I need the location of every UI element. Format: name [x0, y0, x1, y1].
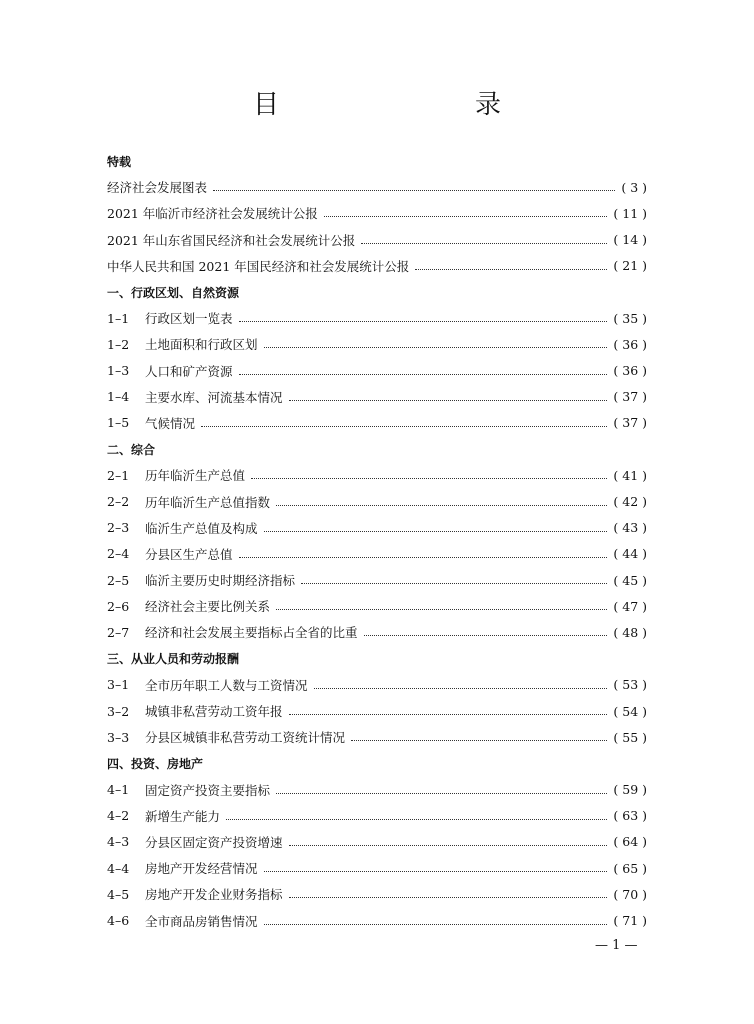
toc-entry-number: 4–6: [107, 913, 130, 929]
toc-entry-number: 1–4: [107, 389, 130, 405]
toc-entry-label: 城镇非私营劳动工资年报: [145, 704, 283, 720]
toc-entry-page: ( 11 ): [613, 205, 647, 221]
toc-entry-page: ( 21 ): [613, 258, 647, 274]
toc-entry[interactable]: [107, 724, 647, 750]
dot-leader: [213, 189, 615, 191]
dot-leader: [324, 215, 608, 217]
toc-entry-number: 2–7: [107, 624, 130, 640]
toc-entry-label: 临沂生产总值及构成: [145, 520, 258, 536]
toc-entry-page: ( 37 ): [613, 415, 647, 431]
toc-entry[interactable]: [107, 567, 647, 593]
dot-leader: [289, 713, 608, 715]
toc-entry-page: ( 36 ): [613, 336, 647, 352]
toc-section-heading: 一、行政区划、自然资源: [107, 285, 240, 300]
toc-entry[interactable]: [107, 698, 647, 724]
toc-entry-label: 历年临沂生产总值: [145, 468, 246, 484]
toc-entry-label: 经济和社会发展主要指标占全省的比重: [145, 625, 358, 641]
toc-entry-number: 1–1: [107, 310, 130, 326]
dot-leader: [264, 870, 608, 872]
toc-entry-page: ( 14 ): [613, 232, 647, 248]
toc-entry-page: ( 43 ): [613, 520, 647, 536]
dot-leader: [239, 556, 608, 558]
toc-entry-number: 2–6: [107, 598, 130, 614]
toc-entry-label: 主要水库、河流基本情况: [145, 389, 283, 405]
toc-entry-page: ( 3 ): [621, 179, 647, 195]
toc-entry-label: 气候情况: [145, 415, 196, 431]
toc-entry-page: ( 54 ): [613, 703, 647, 719]
toc-entry-number: 3–3: [107, 729, 130, 745]
toc-entry-label: 中华人民共和国 2021 年国民经济和社会发展统计公报: [107, 258, 410, 274]
toc-entry-number: 3–2: [107, 703, 130, 719]
toc-entry-label: 全市历年职工人数与工资情况: [145, 677, 308, 693]
toc-section-heading: 特载: [107, 154, 132, 169]
toc-entry-label: 经济社会发展图表: [107, 180, 208, 196]
toc-entry-label: 行政区划一览表: [145, 311, 233, 327]
page-number: — 1 —: [595, 938, 638, 953]
toc-entry[interactable]: [107, 227, 647, 253]
toc-entry[interactable]: [107, 174, 647, 200]
toc-entry-page: ( 45 ): [613, 572, 647, 588]
toc-entry[interactable]: [107, 619, 647, 645]
toc-entry-page: ( 36 ): [613, 363, 647, 379]
dot-leader: [301, 582, 607, 584]
toc-entry-number: 1–5: [107, 415, 130, 431]
dot-leader: [289, 399, 608, 401]
dot-leader: [314, 687, 608, 689]
toc-section-heading: 四、投资、房地产: [107, 756, 204, 771]
dot-leader: [264, 923, 608, 925]
toc-entry-page: ( 71 ): [613, 913, 647, 929]
toc-entry-page: ( 64 ): [613, 834, 647, 850]
toc-section-heading: 三、从业人员和劳动报酬: [107, 652, 240, 667]
toc-entry-page: ( 44 ): [613, 546, 647, 562]
dot-leader: [226, 818, 607, 820]
dot-leader: [351, 739, 607, 741]
toc-entry-page: ( 63 ): [613, 808, 647, 824]
toc-entry[interactable]: [107, 881, 647, 907]
dot-leader: [264, 530, 608, 532]
toc-entry-number: 2–4: [107, 546, 130, 562]
dot-leader: [361, 242, 607, 244]
toc-entry-label: 2021 年临沂市经济社会发展统计公报: [107, 206, 318, 222]
toc-entry-number: 4–1: [107, 782, 130, 798]
toc-entry-number: 4–5: [107, 886, 130, 902]
dot-leader: [239, 320, 608, 322]
toc-entry-page: ( 59 ): [613, 782, 647, 798]
dot-leader: [276, 608, 607, 610]
toc-entry[interactable]: [107, 384, 647, 410]
table-of-contents: [107, 148, 647, 934]
toc-entry[interactable]: [107, 200, 647, 226]
toc-entry-label: 全市商品房销售情况: [145, 913, 258, 929]
dot-leader: [289, 896, 608, 898]
toc-entry-label: 临沂主要历史时期经济指标: [145, 573, 296, 589]
toc-entry-label: 分县区生产总值: [145, 546, 233, 562]
toc-entry-number: 2–2: [107, 494, 130, 510]
toc-entry-number: 1–2: [107, 336, 130, 352]
toc-entry-label: 历年临沂生产总值指数: [145, 494, 271, 510]
toc-entry-label: 房地产开发企业财务指标: [145, 887, 283, 903]
toc-entry-number: 4–3: [107, 834, 130, 850]
dot-leader: [264, 346, 608, 348]
toc-entry[interactable]: [107, 305, 647, 331]
toc-entry[interactable]: [107, 803, 647, 829]
dot-leader: [364, 634, 608, 636]
toc-entry[interactable]: [107, 331, 647, 357]
toc-entry[interactable]: [107, 462, 647, 488]
toc-entry-label: 新增生产能力: [145, 808, 221, 824]
toc-entry-page: ( 65 ): [613, 860, 647, 876]
toc-entry[interactable]: [107, 515, 647, 541]
dot-leader: [415, 268, 607, 270]
toc-section-heading: 二、综合: [107, 442, 156, 457]
toc-entry-page: ( 47 ): [613, 598, 647, 614]
toc-entry[interactable]: [107, 672, 647, 698]
toc-entry[interactable]: [107, 593, 647, 619]
dot-leader: [251, 477, 607, 479]
toc-entry-number: 2–1: [107, 467, 130, 483]
toc-entry-page: ( 42 ): [613, 494, 647, 510]
dot-leader: [276, 504, 607, 506]
toc-entry[interactable]: [107, 541, 647, 567]
toc-entry[interactable]: [107, 410, 647, 436]
toc-entry-label: 房地产开发经营情况: [145, 861, 258, 877]
toc-entry-number: 3–1: [107, 677, 130, 693]
toc-entry-label: 土地面积和行政区划: [145, 337, 258, 353]
toc-entry-page: ( 35 ): [613, 310, 647, 326]
toc-entry-page: ( 41 ): [613, 467, 647, 483]
toc-entry[interactable]: [107, 829, 647, 855]
toc-entry-number: 4–2: [107, 808, 130, 824]
toc-entry-number: 2–3: [107, 520, 130, 536]
dot-leader: [239, 373, 608, 375]
toc-entry-page: ( 55 ): [613, 729, 647, 745]
toc-entry-number: 4–4: [107, 860, 130, 876]
toc-entry-label: 固定资产投资主要指标: [145, 782, 271, 798]
toc-entry-number: 2–5: [107, 572, 130, 588]
toc-entry-label: 分县区固定资产投资增速: [145, 834, 283, 850]
dot-leader: [276, 792, 607, 794]
toc-entry-label: 人口和矿产资源: [145, 363, 233, 379]
toc-entry-number: 1–3: [107, 363, 130, 379]
toc-entry[interactable]: [107, 855, 647, 881]
toc-entry-page: ( 48 ): [613, 624, 647, 640]
toc-entry[interactable]: [107, 253, 647, 279]
page-title: 目 录: [252, 90, 549, 120]
toc-entry[interactable]: [107, 777, 647, 803]
toc-entry-page: ( 70 ): [613, 886, 647, 902]
dot-leader: [289, 844, 608, 846]
dot-leader: [201, 425, 607, 427]
toc-entry[interactable]: [107, 907, 647, 933]
toc-entry[interactable]: [107, 488, 647, 514]
toc-entry-label: 分县区城镇非私营劳动工资统计情况: [145, 730, 346, 746]
toc-entry[interactable]: [107, 358, 647, 384]
toc-entry-label: 2021 年山东省国民经济和社会发展统计公报: [107, 232, 356, 248]
toc-entry-label: 经济社会主要比例关系: [145, 599, 271, 615]
toc-entry-page: ( 37 ): [613, 389, 647, 405]
toc-entry-page: ( 53 ): [613, 677, 647, 693]
